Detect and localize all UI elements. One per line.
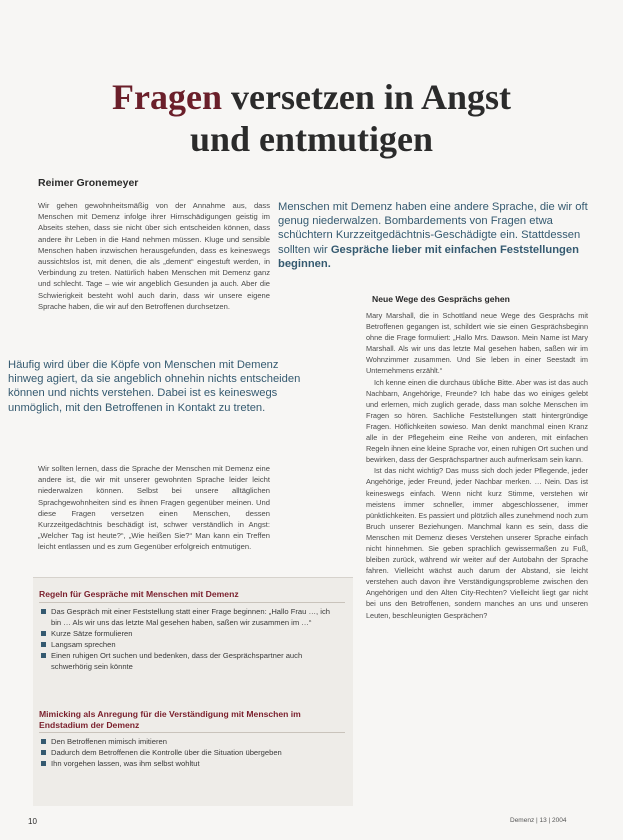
footer-issue: Demenz | 13 | 2004 xyxy=(510,817,567,824)
bullet-icon xyxy=(41,761,46,766)
list-item xyxy=(41,747,341,758)
info-box xyxy=(33,577,353,806)
list-item xyxy=(41,639,341,650)
list-item xyxy=(41,650,341,672)
rules-list xyxy=(41,606,341,672)
right-paragraph: Mary Marshall, die in Schottland neue Wege des Gesprächs mit Betroffenen gegangen ist, schildert wie sie einen Gesprächsbeginn ohne die Frage formuliert: „Hallo Mrs. Dawson. Mein Name ist Mary Marshall. Als wir uns das letzte Mal gesehen haben, saßen wir im Wohnzimmer zusammen. Und Sie leben in einer Seestadt im Unternehmens erzählt.“ xyxy=(366,311,588,376)
list-item-text: Den Betroffenen mimisch imitieren xyxy=(51,737,167,746)
title-accent-word: Fragen xyxy=(112,77,222,117)
bullet-icon xyxy=(41,750,46,755)
list-item-text: Langsam sprechen xyxy=(51,640,116,649)
rules-heading: Regeln für Gespräche mit Menschen mit Demenz xyxy=(39,589,239,599)
pull-quote-text: Menschen mit Demenz haben eine andere Sprache, die wir oft genug niederwalzen. Bombardements von Fragen etwa schüchtern Kurzzeitgedächtnis-Geschädigte ein. Stattdessen sollten wir xyxy=(278,201,588,256)
title-line1-rest: versetzen in Angst xyxy=(222,77,511,117)
right-paragraph: Ist das nicht wichtig? Das muss sich doch jeder Pflegende, jeder Angehörige, jeder Freund, jeder Nachbar merken. … Nein. Das ist keineswegs einfach. Wenn nicht kurz Stimme, verstehen wir meistens immer schneller, immer abgeschlossener, immer pünktlichkeiten. Es passiert und plötzlich alles zunehmend noch zum Bruch unserer Beziehungen. Manchmal kann es sein, dass die Menschen mit Demenz dieses Verstehen unserer Sprache einfach nicht hinnehmen. Sie geben sprachlich gewissermaßen zu Fuß, bleiben zurück, während wir weiter auf der Autobahn der Sprache fahren. Vielleicht wächst auch darum der Abstand, sie leicht verstehen auch davon ihre Verständigungsprobleme zwischen den Angehörigen und den Alten City-Rechten? Vielleicht liegt gar nicht bei uns den Betroffenen, sondern manches an uns und unseren Leuten, beschleunigten Gesprächen? xyxy=(366,466,588,620)
author-name: Reimer Gronemeyer xyxy=(38,177,139,189)
list-item xyxy=(41,628,341,639)
bullet-icon xyxy=(41,631,46,636)
section-subheading: Neue Wege des Gesprächs gehen xyxy=(372,294,510,304)
list-item xyxy=(41,758,341,769)
intro-paragraph: Wir gehen gewohnheitsmäßig von der Annahme aus, dass Menschen mit Demenz infolge ihrer Hirnschädigungen geistig im Abseits stehen, dass sie nicht über sich entscheiden können, dass andere ihr Leben in die Hand nehmen müssen. Kluge und sensible Menschen haben inzwischen herausgefunden, dass es keineswegs aussichtslos ist, mit denen, die als „dement“ eingestuft werden, in Verbindung zu treten. Natürlich haben Menschen mit Demenz ganz und schlecht. Tage – wie wir angeblich Gesunden ja auch. Aber die Schwierigkeit besteht wohl auch darin, dass wir unsere eigene Sprache haben, die wir auf den Betroffenen durchsetzen. xyxy=(38,201,270,311)
list-item-text: Einen ruhigen Ort suchen und bedenken, dass der Gesprächspartner auch schwerhörig sein könnte xyxy=(51,651,303,671)
bullet-icon xyxy=(41,653,46,658)
bullet-icon xyxy=(41,609,46,614)
bullet-icon xyxy=(41,739,46,744)
list-item-text: Ihn vorgehen lassen, was ihm selbst wohltut xyxy=(51,759,200,768)
list-item-text: Dadurch dem Betroffenen die Kontrolle über die Situation übergeben xyxy=(51,748,282,757)
mimicking-list xyxy=(41,736,341,769)
list-item xyxy=(41,606,341,628)
right-paragraph: Ich kenne einen die durchaus übliche Bitte. Aber was ist das auch Nachbarn, Angehörige, Freunde? Ich habe das wo einiges gelebt und erlernen, mich zuglich gerade, dass man solche Menschen im Fragen so hören. Sachliche Feststellungen statt hintergründige Fragen. Höflichkeiten sowieso. Man denkt manchmal einen Kranz alle in der Pflegeheim eine Reihe von anderen, mit einfachen Regeln ihnen eine kleine Sprache vor, einen ruhigen Ort suchen und bewirken, dass der Gesprächspartner auch aufmerksam sein kann. xyxy=(366,377,588,465)
body-paragraph: Wir sollten lernen, dass die Sprache der Menschen mit Demenz eine andere ist, die wir mit unserer gewohnten Sprache leider leicht niederwalzen können. Selbst bei unsere alltäglichen Sprachgewohnheiten sind es ihnen Fragen gegenüber meinen. Und diese Fragen versetzen einen Menschen, dessen Kurzzeitgedächtnis beschädigt ist, schwer verständlich in Angst: „Welcher Tag ist heute?“, „Wie heißen Sie?“ Man kann ein Treffen leicht entlassen und es zum Gegenüber erfolgreich entmutigen. xyxy=(38,464,270,552)
article-title xyxy=(0,76,623,160)
list-item-text: Das Gespräch mit einer Feststellung statt einer Frage beginnen: „Hallo Frau …, ich bin … Als wir uns das letzte Mal gesehen haben, saßen wir zusammen im …“ xyxy=(51,607,330,627)
mimicking-heading: Mimicking als Anregung für die Verständigung mit Menschen im Endstadium der Demenz xyxy=(39,709,301,730)
pull-quote xyxy=(278,200,588,271)
right-column xyxy=(366,310,588,621)
list-item xyxy=(41,736,341,747)
box-divider xyxy=(39,602,345,603)
list-item-text: Kurze Sätze formulieren xyxy=(51,629,133,638)
pull-quote-bold: Gespräche lieber mit einfachen Feststellungen beginnen. xyxy=(278,243,579,270)
page-number: 10 xyxy=(28,817,37,826)
lead-text: Häufig wird über die Köpfe von Menschen mit Demenz hinweg agiert, da sie angeblich ohnehin nichts entscheiden können und nichts verstehen. Dabei ist es keineswegs unmöglich, mit den Betroffenen in Kontakt zu treten. xyxy=(8,359,301,414)
bullet-icon xyxy=(41,642,46,647)
box-divider xyxy=(39,732,345,733)
title-line2: und entmutigen xyxy=(189,119,434,159)
